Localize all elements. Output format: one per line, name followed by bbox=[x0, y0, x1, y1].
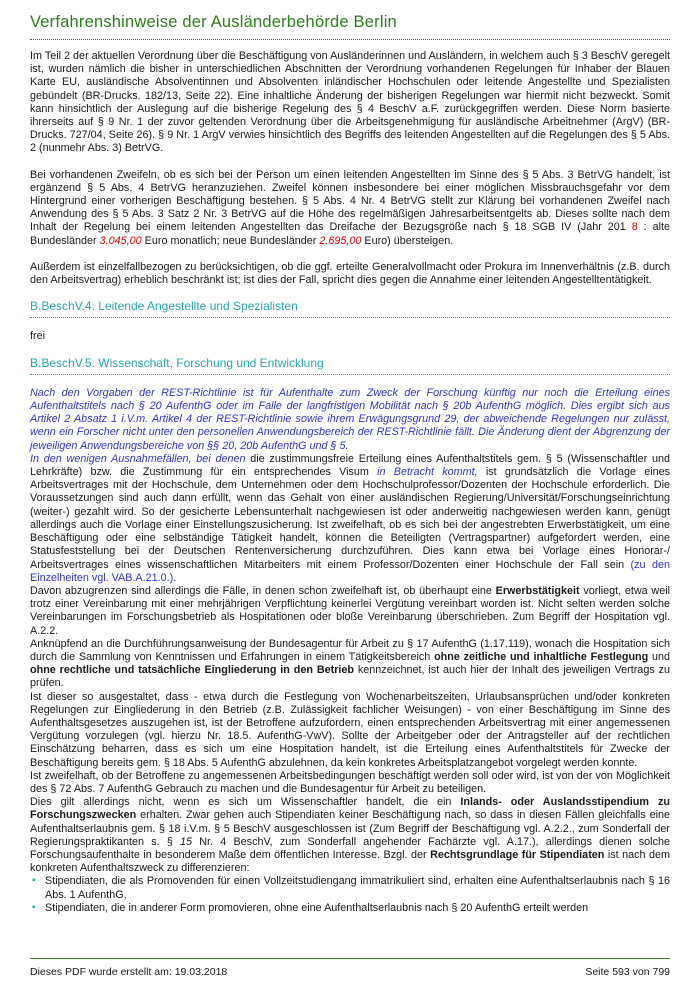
text-run: ohne rechtliche und tatsächliche Eingliederung in den Betrieb bbox=[30, 664, 355, 677]
document-body bbox=[30, 50, 670, 915]
text-run: Anknüpfend an die Durchführungsanweisung der Bundesagentur für Arbeit zu § 17 AufenthG (1.17.119), wonach die Hospitation sich durch die Sammlung von Kenntnissen und Erfahrungen in einem Tätigkeitsbereich bbox=[30, 637, 670, 663]
bullet-item bbox=[30, 902, 670, 915]
footer-page-number: Seite 593 von 799 bbox=[585, 966, 670, 978]
paragraph bbox=[30, 50, 670, 156]
bullet-square-icon: ▪ bbox=[32, 901, 36, 913]
text-run: erhalten. Zwar gehen auch Stipendiaten keiner Beschäftigung nach, so dass in diesen Fällen gleichfalls eine Aufenthaltserlaubnis gem. § 18 i.V.m. § 5 BeschV ausgeschlossen ist (Zum Begriff der Beschäftigung vgl. A.2.2., zum Sonderfall der Regierungspraktikanten s. § bbox=[30, 809, 670, 848]
text-run: 3.045,00 bbox=[99, 234, 142, 247]
text-run: Stipendiaten, die als Promovenden für einen Vollzeitstudiengang immatrikuliert sind, erhalten eine Aufenthaltserlaubnis nach § 16 Abs. 1 AufenthG, bbox=[45, 875, 670, 901]
text-run: Dies gilt allerdings nicht, wenn es sich um Wissenschaftler handelt, die ein bbox=[30, 796, 461, 809]
text-run: vorliegt, etwa weil trotz einer Vereinbarung mit einer mehrjährigen Verpflichtung keinerlei Vergütung vereinbart worden ist. Nicht selten werden solche Vereinbarungen im Forschungsbetrieb als Hospitationen oder bloße Vereinbarung überschrieben. Zum Begriff der Hospitation vgl. A.2.2. bbox=[30, 584, 671, 637]
text-run: und bbox=[648, 650, 671, 663]
section-heading: B.BeschV.5. Wissenschaft, Forschung und Entwicklung bbox=[30, 357, 670, 375]
text-run: ist nach dem konkreten Aufenthaltszweck zu differenzieren: bbox=[30, 848, 670, 875]
paragraph bbox=[30, 453, 670, 585]
text-run: die zustimmungsfreie Erteilung eines Aufenthaltstitels gem. § 5 (Wissenschaftler und Lehrkräfte) bzw. die Zustimmung für ein entsprechendes Visum bbox=[30, 452, 670, 479]
paragraph bbox=[30, 585, 670, 638]
text-run: Ist dieser so ausgestaltet, dass - etwa durch die Festlegung von Wochenarbeitszeiten, Urlaubsansprüchen und/oder konkreten Regelungen zur Eingliederung in den Betrieb (z.B. Zulässigkeit fachlicher Weisungen) - von einer Beschäftigung im Sinne des Aufenthaltsgesetzes auszugehen ist, ist der Betroffene aufzufordern, einen entsprechenden Arbeitsvertrag mit einer angemessenen Vergütung vorzulegen (vgl. hierzu Nr. 18.5. AufenthG-VwV). Sollte der Arbeitgeber oder der Antragsteller auf der rechtlichen Einschätzung beharren, dass es sich um eine Hospitation handelt, ist die Erteilung eines Aufenthaltstitels für Zwecke der Beschäftigung bereits gem. § 18 Abs. 5 AufenthG abzulehnen, da kein konkretes Arbeitsplatzangebot vorgelegt werden konnte. bbox=[30, 690, 670, 769]
text-run: ohne zeitliche und inhaltliche Festlegung bbox=[434, 650, 649, 663]
paragraph bbox=[30, 387, 670, 453]
text-run: Davon abzugrenzen sind allerdings die Fälle, in denen schon zweifelhaft ist, ob überhaupt eine bbox=[30, 584, 496, 597]
page-footer bbox=[30, 958, 670, 978]
text-run: 2.695,00 bbox=[319, 234, 362, 247]
footer-created-date: Dieses PDF wurde erstellt am: 19.03.2018 bbox=[30, 966, 228, 978]
bullet-square-icon: ▪ bbox=[32, 875, 36, 887]
section-heading: B.BeschV.4. Leitende Angestellte und Spezialisten bbox=[30, 300, 670, 318]
text-run: Inlands- oder Auslandsstipendium zu Forschungszwecken bbox=[30, 796, 670, 822]
text-run: Erwerbstätigkeit bbox=[495, 584, 580, 597]
text-run: Nach den Vorgaben der REST-Richtlinie ist für Aufenthalte zum Zweck der Forschung künftig nur noch die Erteilung eines Aufenthaltstitels nach § 20 AufenthG oder im Falle der langfristigen Mobilität nach § 20b AufenthG möglich. Dies ergibt sich aus Artikel 2 Absatz 1 i.V.m. Artikel 4 der REST-Richtlinie sowie ihrem Erwägungsgrund 29, der abweichende Regelungen nur zulässt, wenn ein Forscher nicht unter den personellen Anwendungsbereich der REST-Richtlinie fällt. Die Änderung dient der Abgrenzung der jeweiligen Anwendungsbereiche von §§ 20, 20b AufenthG und § 5. bbox=[30, 386, 670, 452]
text-run: ist grundsätzlich die Vorlage eines Arbeitsvertrages mit der Hochschule, dem Unternehmen oder dem Hochschulprofessor/Dozenten der Hochschule erforderlich. Die Voraussetzungen sind auch dann erfüllt, wenn das Gehalt von einer ausländischen Regierung/Universität/Forschungseinrichtung (weiter-) gezahlt wird. So der gesicherte Lebensunterhalt nachgewiesen ist oder anderweitig nachgewiesen werden kann, genügt allerdings auch die Vorlage einer Einstellungszusicherung. Ist zweifelhaft, ob es sich bei der angestrebten Erwerbstätigkeit, um eine Beschäftigung oder eine selbständige Tätigkeit handelt, können die Beteiligten (Vertragspartner) aufgefordert werden, eine Statusfeststellung bei der Deutschen Rentenversicherung durchzuführen. Dies kann etwa bei Vorlage eines Honorar-/ Arbeitsvertrages eines wissenschaftlichen Mitarbeiters mit einem Professor/Dozenten einer Hochschule der Fall sein bbox=[30, 466, 670, 571]
text-run: Stipendiaten, die in anderer Form promovieren, ohne eine Aufenthaltserlaubnis nach § 20 AufenthG erteilt werden bbox=[45, 901, 589, 914]
text-run: In den wenigen Ausnahmefällen, bei denen bbox=[30, 452, 251, 465]
paragraph bbox=[30, 796, 670, 875]
paragraph bbox=[30, 169, 670, 248]
paragraph bbox=[30, 691, 670, 770]
paragraph bbox=[30, 330, 670, 343]
text-run: Euro monatlich; neue Bundesländer bbox=[141, 234, 320, 247]
text-run: Rechtsgrundlage für Stipendiaten bbox=[430, 848, 605, 861]
text-run: Euro) übersteigen. bbox=[361, 234, 454, 247]
bullet-item bbox=[30, 875, 670, 901]
text-run: Bei vorhandenen Zweifeln, ob es sich bei der Person um einen leitenden Angestellten im Sinne des § 5 Abs. 3 BetrVG handelt, ist ergänzend § 5 Abs. 4 BetrVG heranzuziehen. Zweifel können insbesondere bei einer möglichen Missbrauchsgefahr vor dem Hintergrund einer vorherigen Beschäftigung bestehen. § 5 Abs. 4 Nr. 4 BetrVG stellt zur Klärung bei vorhandenen Zweifel nach Anwendung des § 5 Abs. 3 Satz 2 Nr. 3 BetrVG auf die Höhe des regelmäßigen Jahresarbeitsentgelts ab. Dieses sollte nach dem Inhalt der Regelung bei einem leitenden Angestellten das Dreifache der Bezugsgröße nach § 18 SGB IV (Jahr 201 bbox=[30, 168, 670, 234]
text-run: Im Teil 2 der aktuellen Verordnung über die Beschäftigung von Ausländerinnen und Ausländern, in welchem auch § 3 BeschV geregelt ist, wurden nämlich die bisher in unterschiedlichen Abschnitten der Verordnung vorhandenen Regelungen für Inhaber der Blauen Karte EU, ausländische Absolventinnen und Absolventen inländischer Hochschulen oder leitende Angestellte und Spezialisten gebündelt (BR-Drucks. 182/13, Seite 22). Eine inhaltliche Änderung der bisherigen Regelungen war hiermit nicht bezweckt. Somit kann hinsichtlich der Auslegung auf die bisherige Regelung des § 4 BeschV a.F. zurückgegriffen werden. Diese Norm basierte ihrerseits auf § 9 Nr. 1 der zuvor geltenden Verordnung über die Arbeitsgenehmigung für ausländische Arbeitnehmer (ArgV) (BR-Drucks. 727/04, Seite 26). § 9 Nr. 1 ArgV verwies hinsichtlich des Begriffs des leitenden Angestellten auf die Regelungen des § 5 Abs. 2 (nunmehr Abs. 3) BetrVG. bbox=[30, 50, 670, 155]
paragraph bbox=[30, 261, 670, 287]
text-run: frei bbox=[30, 330, 45, 343]
paragraph bbox=[30, 770, 670, 796]
text-run: 15 bbox=[180, 835, 193, 848]
text-run: Ist zweifelhaft, ob der Betroffene zu angemessenen Arbeitsbedingungen beschäftigt werden soll oder wird, ist von der von Möglichkeit des § 72 Abs. 7 AufenthG Gebrauch zu machen und die Bundesagentur für Arbeit zu beteiligen. bbox=[30, 769, 670, 795]
paragraph bbox=[30, 638, 670, 691]
text-run: Nr. 4 BeschV, zum Sonderfall angehender Fachärzte vgl. A.17.), allerdings dienen solche Forschungsaufenthalte in besonderem Maße dem öffentlichen Interesse. Bzgl. der bbox=[30, 835, 670, 861]
text-run: . bbox=[173, 571, 177, 584]
cross-reference-link[interactable]: (zu den Einzelheiten vgl. VAB.A.21.0.) bbox=[30, 558, 670, 584]
text-run: 8 bbox=[631, 221, 638, 234]
text-run: : alte Bundesländer bbox=[30, 221, 670, 247]
text-run: Außerdem ist einzelfallbezogen zu berücksichtigen, ob die ggf. erteilte Generalvollmacht oder Prokura im Innenverhältnis (z.B. durch den Arbeitsvertrag) erheblich beschränkt ist; ist dies der Fall, spricht dies gegen die Annahme einer leitenden Angestelltentätigkeit. bbox=[30, 260, 670, 287]
text-run: kennzeichnet, ist auch hier der Inhalt des jeweiligen Vertrags zu prüfen. bbox=[30, 664, 670, 690]
document-title: Verfahrenshinweise der Ausländerbehörde Berlin bbox=[30, 13, 670, 40]
text-run: in Betracht kommt, bbox=[377, 466, 478, 479]
